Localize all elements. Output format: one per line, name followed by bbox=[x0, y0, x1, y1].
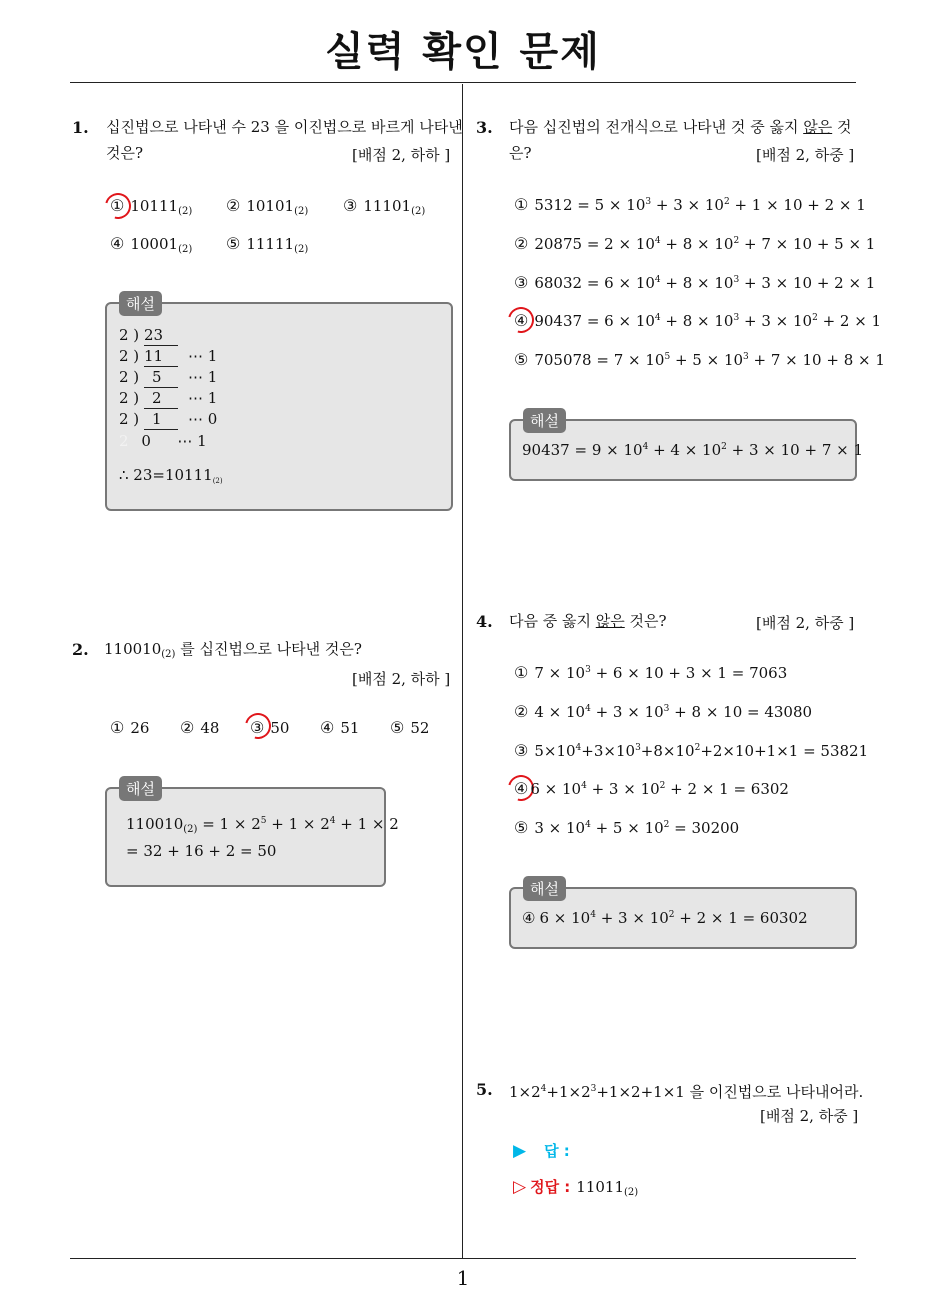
outline-arrow-icon: ▷ bbox=[513, 1177, 527, 1197]
q2-choice-5[interactable]: ⑤ 52 bbox=[390, 718, 430, 737]
q4-number: 4. bbox=[476, 612, 493, 631]
q3-solution-tag: 해설 bbox=[523, 408, 566, 433]
q1-choice-4[interactable]: ④ $10001_{(2)}$ bbox=[110, 234, 193, 255]
division-row: 2 ) 2 ⋯ 1 bbox=[119, 389, 218, 407]
correct-answer-row: ▷ 정답 : $11011_{(2)}$ bbox=[513, 1177, 639, 1198]
q2-score: [배점 2, 하하 ] bbox=[352, 670, 451, 688]
q3-choice-1[interactable]: ① $5312 = 5 \times 10^3 + 3 \times 10^2 + 1 \times 10 + 2 \times 1$ bbox=[514, 195, 866, 214]
q1-number: 1. bbox=[72, 118, 89, 137]
q2-choice-4[interactable]: ④ 51 bbox=[320, 718, 360, 737]
q3-choice-2[interactable]: ② $20875 = 2 \times 10^4 + 8 \times 10^2 + 7 \times 10 + 5 \times 1$ bbox=[514, 234, 876, 253]
division-row: 2 ) 11 ⋯ 1 bbox=[119, 347, 218, 365]
q3-text-line1: 다음 십진법의 전개식으로 나타낸 것 중 옳지 않은 것 bbox=[509, 118, 852, 136]
q2-choice-2[interactable]: ② 48 bbox=[180, 718, 220, 737]
play-arrow-icon: ▶ bbox=[513, 1141, 527, 1161]
q5-score: [배점 2, 하중 ] bbox=[760, 1107, 859, 1125]
q3-text-line2: 은? bbox=[509, 144, 532, 162]
q4-choice-5[interactable]: ⑤ $3 \times 10^4 + 5 \times 10^2 = 30200$ bbox=[514, 818, 740, 837]
q2-text: $110010_{(2)}$ 를 십진법으로 나타낸 것은? bbox=[104, 640, 362, 660]
q4-choice-4[interactable]: ④ $6 \times 10^4 + 3 \times 10^2 + 2 \times 1 = 6302$ bbox=[514, 779, 789, 798]
q1-text-line1: 십진법으로 나타낸 수 23 을 이진법으로 바르게 나타낸 bbox=[106, 118, 463, 136]
q2-choice-1[interactable]: ① 26 bbox=[110, 718, 150, 737]
page-title: 실력 확인 문제 bbox=[325, 29, 601, 75]
q2-solution-box bbox=[105, 787, 386, 887]
q3-choice-4[interactable]: ④ $90437 = 6 \times 10^4 + 8 \times 10^3 + 3 \times 10^2 + 2 \times 1$ bbox=[514, 311, 882, 330]
q1-choice-5[interactable]: ⑤ $11111_{(2)}$ bbox=[226, 234, 309, 255]
q2-solution-line2: = 32 + 16 + 2 = 50 bbox=[126, 842, 277, 860]
q4-score: [배점 2, 하중 ] bbox=[756, 614, 855, 632]
division-row: 2 ) 23 bbox=[119, 326, 178, 346]
column-divider bbox=[462, 84, 463, 1258]
q1-score: [배점 2, 하하 ] bbox=[352, 146, 451, 164]
answer-row: ▶ 답 : bbox=[513, 1141, 570, 1161]
q5-text: $1\times 2^4+1\times 2^3+1\times 2+1\times 1$ 을 이진법으로 나타내어라. bbox=[509, 1083, 864, 1101]
q3-score: [배점 2, 하중 ] bbox=[756, 146, 855, 164]
q2-number: 2. bbox=[72, 640, 89, 659]
q2-solution-line1: $110010_{(2)} = 1 \times 2^5 + 1 \times 2^4 + 1 \times 2$ bbox=[126, 815, 399, 835]
bottom-rule bbox=[70, 1258, 856, 1259]
q1-choice-3[interactable]: ③ $11101_{(2)}$ bbox=[343, 196, 426, 217]
q1-text-line2: 것은? bbox=[106, 144, 144, 162]
q4-choice-1[interactable]: ① $7 \times 10^3 + 6 \times 10 + 3 \times 1 = 7063$ bbox=[514, 663, 788, 682]
q4-solution-tag: 해설 bbox=[523, 876, 566, 901]
q3-number: 3. bbox=[476, 118, 493, 137]
division-row: 2 ) 1 ⋯ 0 bbox=[119, 410, 218, 428]
q2-solution-tag: 해설 bbox=[119, 776, 162, 801]
q4-text: 다음 중 옳지 않은 것은? bbox=[509, 612, 667, 630]
top-rule bbox=[70, 82, 856, 83]
q1-conclusion: ∴ $23=10111_{(2)}$ bbox=[119, 466, 223, 485]
q4-choice-2[interactable]: ② $4 \times 10^4 + 3 \times 10^3 + 8 \times 10 = 43080$ bbox=[514, 702, 813, 721]
page-number: 1 bbox=[456, 1266, 470, 1290]
division-row: 2 0 ⋯ 1 bbox=[119, 432, 207, 450]
q4-solution-line: ④ $6 \times 10^4 + 3 \times 10^2 + 2 \times 1 = 60302$ bbox=[522, 909, 808, 927]
division-row: 2 ) 5 ⋯ 1 bbox=[119, 368, 218, 386]
q3-solution-line: $90437 = 9 \times 10^4 + 4 \times 10^2 + 3 \times 10 + 7 \times 1$ bbox=[522, 441, 864, 459]
q5-number: 5. bbox=[476, 1080, 493, 1099]
q1-choice-2[interactable]: ② $10101_{(2)}$ bbox=[226, 196, 309, 217]
q1-choice-1[interactable]: ① $10111_{(2)}$ bbox=[110, 196, 193, 217]
q4-choice-3[interactable]: ③ $5\times 10^4+3\times 10^3+8\times 10^2+2\times 10+1\times 1 = 53821$ bbox=[514, 741, 869, 760]
q3-choice-5[interactable]: ⑤ $705078 = 7 \times 10^5 + 5 \times 10^3 + 7 \times 10 + 8 \times 1$ bbox=[514, 350, 885, 369]
answer-input[interactable] bbox=[600, 1138, 840, 1162]
q1-solution-tag: 해설 bbox=[119, 291, 162, 316]
q2-choice-3[interactable]: ③ 50 bbox=[250, 718, 290, 737]
q3-choice-3[interactable]: ③ $68032 = 6 \times 10^4 + 8 \times 10^3 + 3 \times 10 + 2 \times 1$ bbox=[514, 273, 876, 292]
